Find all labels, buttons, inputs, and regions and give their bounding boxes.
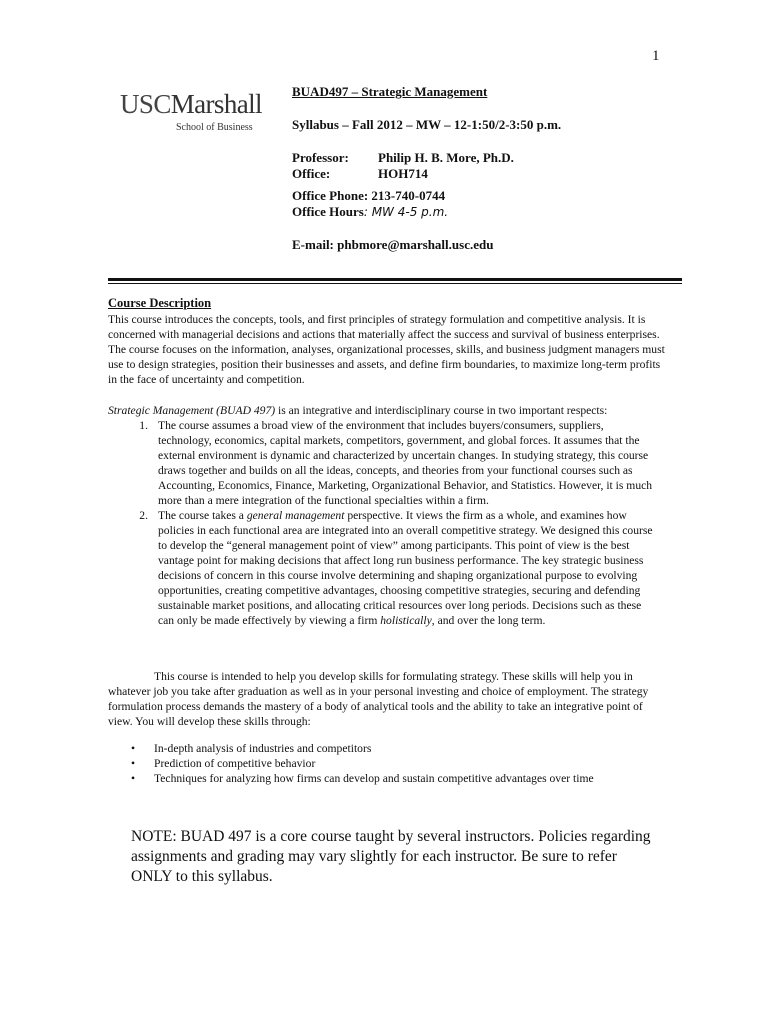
section-heading: Course Description — [108, 296, 212, 310]
office-row — [292, 165, 428, 182]
list-item — [108, 508, 668, 628]
logo-usc: USC — [120, 89, 171, 119]
integrative-intro — [108, 403, 668, 418]
syllabus-term: Syllabus – Fall 2012 – MW – 12-1:50/2-3:50 p.m. — [292, 117, 562, 132]
bullet-text: Techniques for analyzing how firms can develop and sustain competitive advantages over time — [154, 772, 594, 785]
item2-part-a: The course takes a — [158, 509, 247, 522]
list-item — [108, 771, 668, 786]
logo-marshall: Marshall — [170, 89, 262, 119]
professor-label: Professor: — [292, 150, 349, 165]
list-item-text — [158, 508, 658, 628]
divider-thin — [108, 283, 682, 284]
logo-subtitle: School of Business — [176, 122, 253, 133]
numbered-list — [108, 418, 668, 628]
item2-italic: general management — [246, 509, 345, 522]
office-hours-label: Office Hours — [292, 204, 364, 219]
bullet-text: Prediction of competitive behavior — [154, 757, 316, 770]
course-name-italic: Strategic Management (BUAD 497) — [108, 404, 276, 417]
bullet-list — [108, 741, 668, 786]
item2-part-b: perspective. It views the firm as a whole, and examines how policies in each functional area are integrated into an overall competitive strategy. We designed this course to develop the “general management point of view” among participants. This point of view is the best vantage point for making decisions that affect long run business performance. The key strategic business decisions of concern in this course involve determining and shaping organizational purpose to evolving opportunities, creating competitive advantages, choosing competitive strategies, securing and defending sustainable market positions, and allocating critical resources over long periods. Decisions such as these can only be made effectively by viewing a firm — [158, 509, 653, 627]
item2-part-c: , and over the long term. — [431, 614, 546, 627]
email-line: E-mail: phbmore@marshall.usc.edu — [292, 237, 494, 252]
note-paragraph: NOTE: BUAD 497 is a core course taught by several instructors. Policies regarding assignments and grading may vary slightly for each instructor. Be sure to refer ONLY to this syllabus. — [131, 828, 651, 885]
professor-row — [292, 149, 514, 166]
list-item — [108, 756, 668, 771]
list-number: 1. — [139, 419, 148, 432]
page-number: 1 — [652, 48, 660, 64]
divider-thick — [108, 278, 682, 281]
list-number: 2. — [139, 509, 148, 522]
description-paragraph: This course introduces the concepts, tools, and first principles of strategy formulation and competitive analysis. It is concerned with managerial decisions and actions that materially affect the success and survival of business enterprises. The course focuses on the information, analyses, organizational processes, skills, and business judgment managers must use to design strategies, position their businesses and assets, and define firm boundaries, to maximize long-term profits in the face of uncertainty and competition. — [108, 313, 665, 386]
bullet-text: In-depth analysis of industries and competitors — [154, 742, 372, 755]
course-title: BUAD497 – Strategic Management — [292, 84, 488, 99]
office-phone: Office Phone: 213-740-0744 — [292, 188, 446, 203]
list-item — [108, 741, 668, 756]
office-location: HOH714 — [378, 166, 428, 181]
office-hours-value: : MW 4-5 p.m. — [363, 205, 449, 219]
list-item-text: The course assumes a broad view of the environment that includes buyers/consumers, suppliers, technology, economics, capital markets, competitors, government, and global forces. It assumes that the external environment is dynamic and characterized by uncertain changes. In studying strategy, this course draws together and builds on all the ideas, concepts, and theories from your functional courses such as Accounting, Economics, Finance, Marketing, Organizational Behavior, and Statistics. However, it is much more than a mere integration of the functional specialties within a firm. — [158, 419, 653, 507]
list-item — [108, 418, 668, 508]
office-label: Office: — [292, 166, 331, 181]
professor-name: Philip H. B. More, Ph.D. — [378, 150, 514, 165]
usc-marshall-logo — [120, 90, 280, 133]
bullet-icon: • — [130, 742, 136, 755]
integrative-intro-text: is an integrative and interdisciplinary course in two important respects: — [275, 404, 608, 417]
skills-paragraph — [108, 669, 668, 729]
skills-paragraph-text: This course is intended to help you develop skills for formulating strategy. These skills will help you in whatever job you take after graduation as well as in your personal investing and choice of employment. The strategy formulation process demands the mastery of a body of analytical tools and the ability to take an integrative point of view. You will develop these skills through: — [108, 670, 649, 728]
bullet-icon: • — [130, 772, 136, 785]
office-hours — [292, 203, 448, 221]
bullet-icon: • — [130, 757, 136, 770]
item2-italic-holistically: holistically — [380, 614, 432, 627]
